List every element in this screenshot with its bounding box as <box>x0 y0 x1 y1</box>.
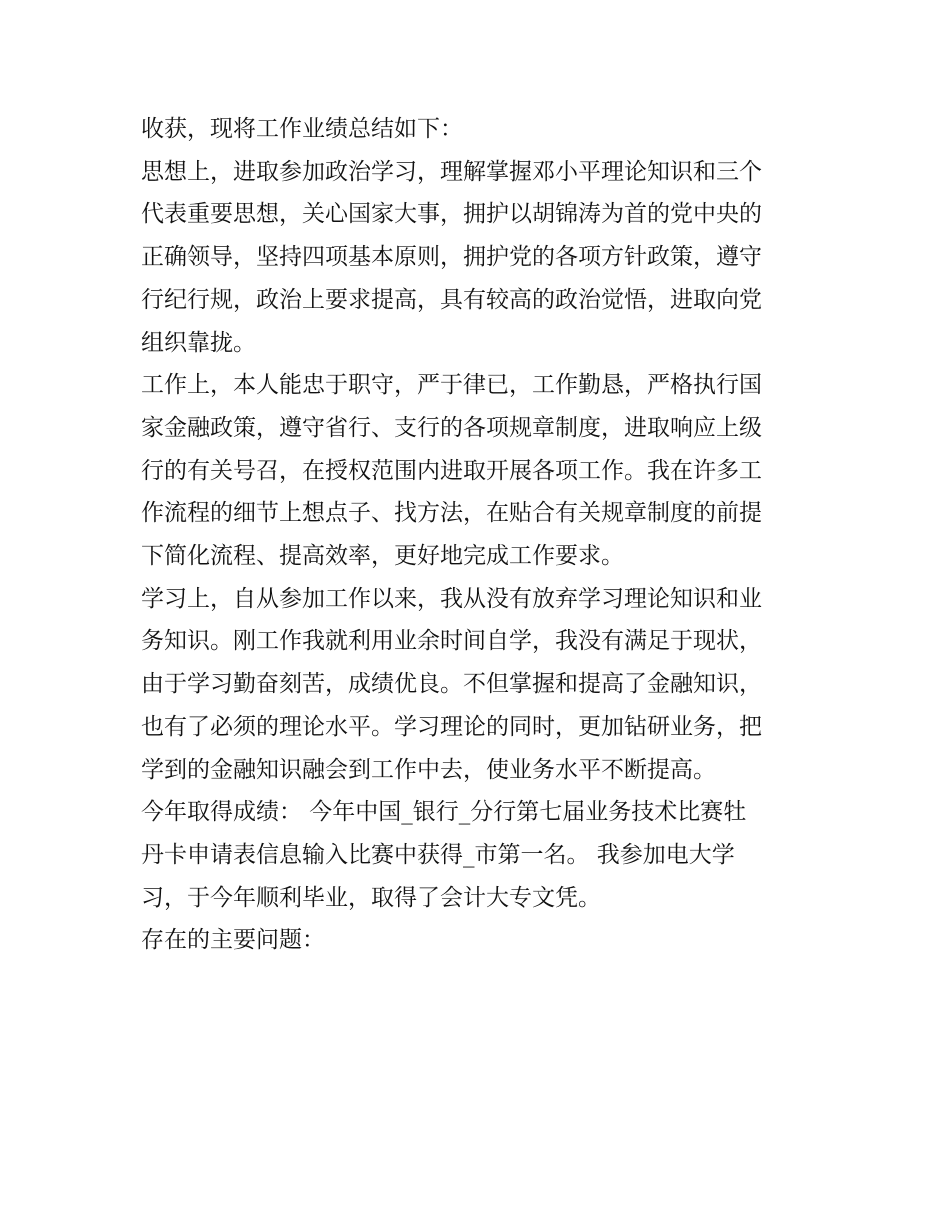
text-line: 正确领导，坚持四项基本原则，拥护党的各项方针政策，遵守 <box>141 244 762 271</box>
paragraph-problems-heading <box>141 919 821 962</box>
paragraph-ideology <box>141 151 821 365</box>
text-line: 下简化流程、提高效率，更好地完成工作要求。 <box>141 543 624 570</box>
text-line: 家金融政策，遵守省行、支行的各项规章制度，进取响应上级 <box>141 414 762 441</box>
text-line: 作流程的细节上想点子、找方法，在贴合有关规章制度的前提 <box>141 500 762 527</box>
text-line: 代表重要思想，关心国家大事，拥护以胡锦涛为首的党中央的 <box>141 201 762 228</box>
document-body <box>141 108 821 962</box>
paragraph-work <box>141 364 821 578</box>
text-line: 行纪行规，政治上要求提高，具有较高的政治觉悟，进取向党 <box>141 286 762 313</box>
text-line: 思想上，进取参加政治学习，理解掌握邓小平理论知识和三个 <box>141 158 762 185</box>
text-line: 丹卡申请表信息输入比赛中获得_市第一名。 我参加电大学 <box>141 841 735 868</box>
text-line: 存在的主要问题： <box>141 927 325 954</box>
text-line: 由于学习勤奋刻苦，成绩优良。不但掌握和提高了金融知识， <box>141 671 762 698</box>
paragraph-intro <box>141 108 821 151</box>
text-line: 今年取得成绩： 今年中国_银行_分行第七届业务技术比赛牡 <box>141 799 747 826</box>
paragraph-study <box>141 578 821 792</box>
text-line: 习，于今年顺利毕业，取得了会计大专文凭。 <box>141 884 601 911</box>
text-line: 工作上，本人能忠于职守，严于律已，工作勤恳，严格执行国 <box>141 372 762 399</box>
text-line: 学到的金融知识融会到工作中去，使业务水平不断提高。 <box>141 756 716 783</box>
paragraph-achievements <box>141 791 821 919</box>
text-line: 也有了必须的理论水平。学习理论的同时，更加钻研业务，把 <box>141 713 762 740</box>
text-line: 组织靠拢。 <box>141 329 256 356</box>
text-line: 学习上，自从参加工作以来，我从没有放弃学习理论知识和业 <box>141 585 762 612</box>
text-line: 收获，现将工作业绩总结如下： <box>141 116 463 142</box>
text-line: 行的有关号召，在授权范围内进取开展各项工作。我在许多工 <box>141 457 762 484</box>
text-line: 务知识。刚工作我就利用业余时间自学，我没有满足于现状， <box>141 628 762 655</box>
